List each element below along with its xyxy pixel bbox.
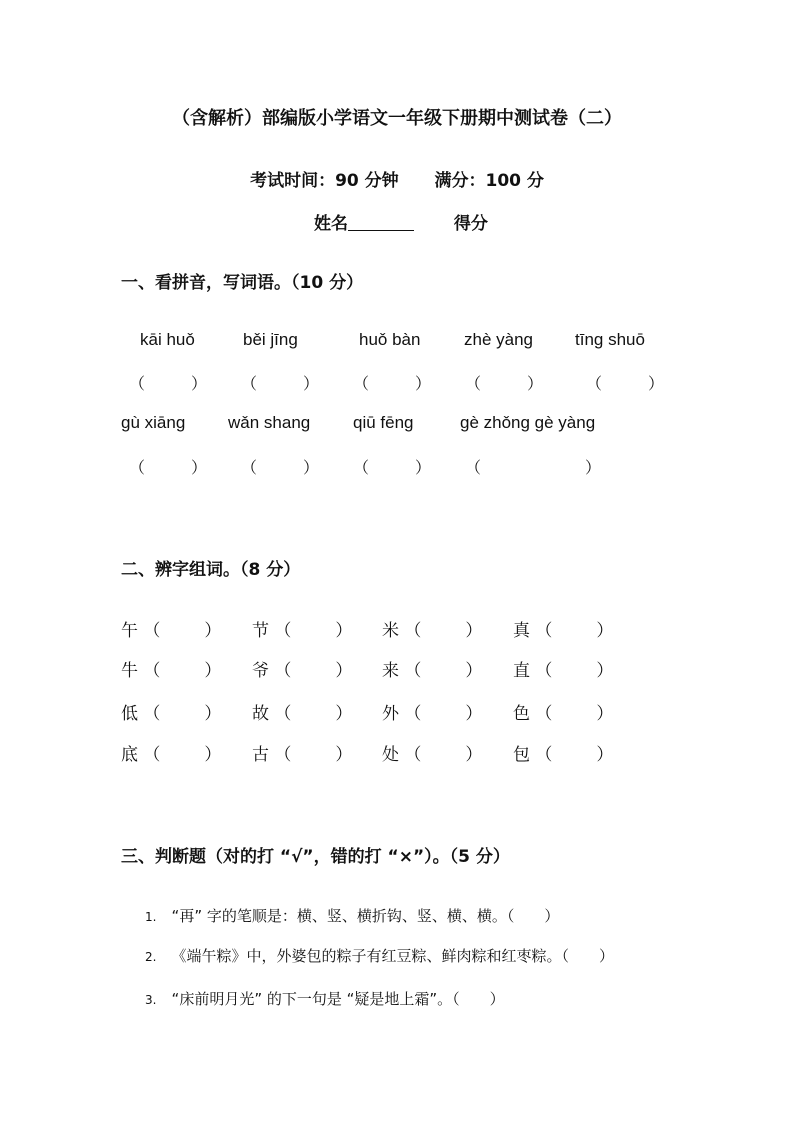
pinyin-1-4: zhè yàng: [464, 330, 533, 349]
section-1-heading: 一、看拼音，写词语。（10 分）: [121, 273, 364, 293]
section-3-heading: 三、判断题（对的打 “√”，错的打 “×”）。（5 分）: [121, 847, 510, 867]
answer-box[interactable]: （ ）: [241, 374, 320, 393]
char-item[interactable]: 来 （ ）: [382, 661, 483, 681]
answer-box[interactable]: （ ）: [241, 458, 320, 477]
char: 故: [252, 704, 269, 724]
char: 米: [382, 621, 399, 641]
answer-box[interactable]: （ ）: [586, 374, 665, 393]
char: 处: [382, 745, 399, 765]
char: 包: [513, 745, 530, 765]
char-item[interactable]: 色 （ ）: [513, 704, 614, 724]
char: 来: [382, 661, 399, 681]
char: 低: [121, 704, 138, 724]
char: 色: [513, 704, 530, 724]
char: 牛: [121, 661, 138, 681]
pinyin-2-2: wǎn shang: [228, 413, 311, 432]
char-item[interactable]: 真 （ ）: [513, 621, 614, 641]
pinyin-1-2: běi jīng: [243, 330, 298, 349]
char: 底: [121, 745, 138, 765]
page-title: （含解析）部编版小学语文一年级下册期中测试卷（二）: [172, 108, 622, 129]
item-text: “再” 字的笔顺是：横、竖、横折钩、竖、横、横。（ ）: [171, 907, 560, 925]
name-row: [314, 209, 488, 234]
item-number: 1.: [145, 910, 157, 924]
pinyin-2-3: qiū fēng: [353, 413, 414, 432]
char-item[interactable]: 牛 （ ）: [121, 661, 222, 681]
char: 爷: [252, 661, 269, 681]
char-item[interactable]: 外 （ ）: [382, 704, 483, 724]
exam-time: 考试时间：90 分钟: [250, 171, 399, 191]
section-2-heading: 二、辨字组词。（8 分）: [121, 560, 301, 580]
item-number: 2.: [145, 950, 157, 964]
char-item[interactable]: 低 （ ）: [121, 704, 222, 724]
item-number: 3.: [145, 993, 157, 1007]
judge-item-1: [145, 905, 559, 926]
judge-item-3: [145, 988, 505, 1009]
char: 节: [252, 621, 269, 641]
char: 外: [382, 704, 399, 724]
char-item[interactable]: 爷 （ ）: [252, 661, 353, 681]
answer-box[interactable]: （ ）: [353, 374, 432, 393]
answer-box[interactable]: （ ）: [129, 374, 208, 393]
char: 古: [252, 745, 269, 765]
answer-box[interactable]: （ ）: [129, 458, 208, 477]
pinyin-2-4: gè zhǒng gè yàng: [460, 413, 596, 432]
answer-box[interactable]: （ ）: [465, 374, 544, 393]
char-item[interactable]: 处 （ ）: [382, 745, 483, 765]
char-item[interactable]: 直 （ ）: [513, 661, 614, 681]
answer-box[interactable]: （ ）: [465, 458, 602, 477]
full-score: 满分：100 分: [434, 171, 544, 191]
exam-info: [0, 166, 794, 191]
char: 午: [121, 621, 138, 641]
item-text: “床前明月光” 的下一句是 “疑是地上霜”。（ ）: [171, 990, 505, 1008]
char-item[interactable]: 包 （ ）: [513, 745, 614, 765]
score-label: 得分: [453, 214, 488, 234]
char-item[interactable]: 故 （ ）: [252, 704, 353, 724]
pinyin-1-5: tīng shuō: [575, 330, 645, 349]
pinyin-2-1: gù xiāng: [121, 413, 186, 432]
answer-box[interactable]: （ ）: [353, 458, 432, 477]
name-label: 姓名: [314, 214, 348, 234]
pinyin-1-3: huǒ bàn: [359, 330, 421, 349]
char-item[interactable]: 古 （ ）: [252, 745, 353, 765]
char-item[interactable]: 底 （ ）: [121, 745, 222, 765]
item-text: 《端午粽》中，外婆包的粽子有红豆粽、鲜肉粽和红枣粽。（ ）: [171, 947, 615, 965]
char-item[interactable]: 午 （ ）: [121, 621, 222, 641]
judge-item-2: [145, 945, 614, 966]
char: 直: [513, 661, 530, 681]
name-blank[interactable]: [348, 214, 414, 231]
char-item[interactable]: 米 （ ）: [382, 621, 483, 641]
char-item[interactable]: 节 （ ）: [252, 621, 353, 641]
char: 真: [513, 621, 530, 641]
pinyin-1-1: kāi huǒ: [140, 330, 195, 349]
